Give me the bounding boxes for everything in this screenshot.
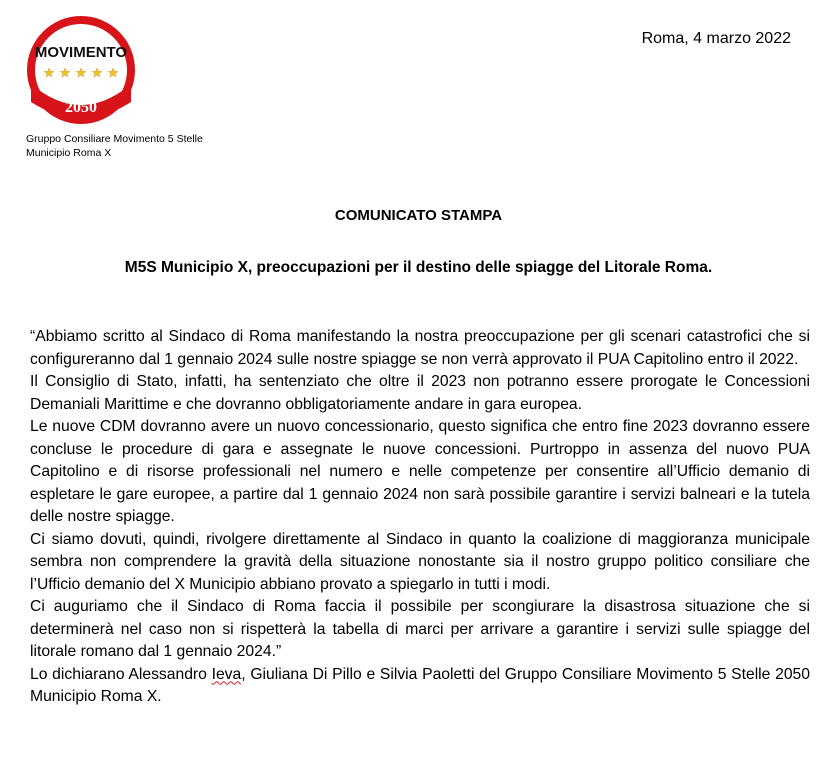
closing-paragraph — [30, 664, 810, 709]
paragraph: Il Consiglio di Stato, infatti, ha sentenziato che oltre il 2023 non potranno essere prorogate le Concessioni Demaniali Marittime e che dovranno obbligatoriamente andare in gara europea. — [30, 373, 810, 413]
document-title: COMUNICATO STAMPA — [334, 207, 503, 224]
closing-before: Lo dichiarano Alessandro — [30, 665, 212, 683]
logo-bottom-text: 2050 — [65, 99, 97, 116]
group-name: Gruppo Consiliare Movimento 5 Stelle — [26, 133, 203, 145]
movimento-2050-logo — [21, 14, 141, 126]
logo-top-text: MOVIMENTO — [34, 44, 128, 61]
document-subtitle: M5S Municipio X, preoccupazioni per il destino delle spiagge del Litorale Roma. — [124, 259, 713, 276]
closing-after: , Giuliana Di Pillo e Silvia Paoletti del Gruppo Consiliare Movimento 5 Stelle 2050 Municipio Roma X. — [30, 665, 811, 705]
paragraph: Ci siamo dovuti, quindi, rivolgere direttamente al Sindaco in quanto la coalizione di maggioranza municipale sembra non comprendere la gravità della situazione nonostante sia il nostro gruppo politico consiliare che l’Ufficio demanio del X Municipio abbiano provato a spiegarlo in tutti i modi. — [30, 530, 810, 593]
date: Roma, 4 marzo 2022 — [641, 30, 791, 47]
body-text — [30, 326, 810, 709]
closing-name-ieva: Ieva — [211, 665, 242, 683]
municipality: Municipio Roma X — [26, 147, 112, 159]
group-info — [26, 132, 203, 160]
paragraph: “Abbiamo scritto al Sindaco di Roma manifestando la nostra preoccupazione per gli scenari catastrofici che si configureranno dal 1 gennaio 2024 sulle nostre spiagge se non verrà approvato il PUA Capitolino entro il 2022. — [30, 328, 810, 368]
paragraph: Le nuove CDM dovranno avere un nuovo concessionario, questo significa che entro fine 2023 dovranno essere concluse le procedure di gara e assegnate le nuove concessioni. Purtroppo in assenza del nuovo PUA Capitolino e di risorse professionali nel numero e nelle competenze per consentire all’Ufficio demanio di espletare le gare europee, a partire dal 1 gennaio 2024 non sarà possibile garantire i servizi balneari e la tutela delle nostre spiagge. — [30, 418, 810, 525]
paragraph: Ci auguriamo che il Sindaco di Roma faccia il possibile per scongiurare la disastrosa situazione che si determinerà nel caso non si rispetterà la tabella di marci per arrivare a garantire i servizi sulle spiagge del litorale romano dal 1 gennaio 2024.” — [30, 598, 810, 660]
